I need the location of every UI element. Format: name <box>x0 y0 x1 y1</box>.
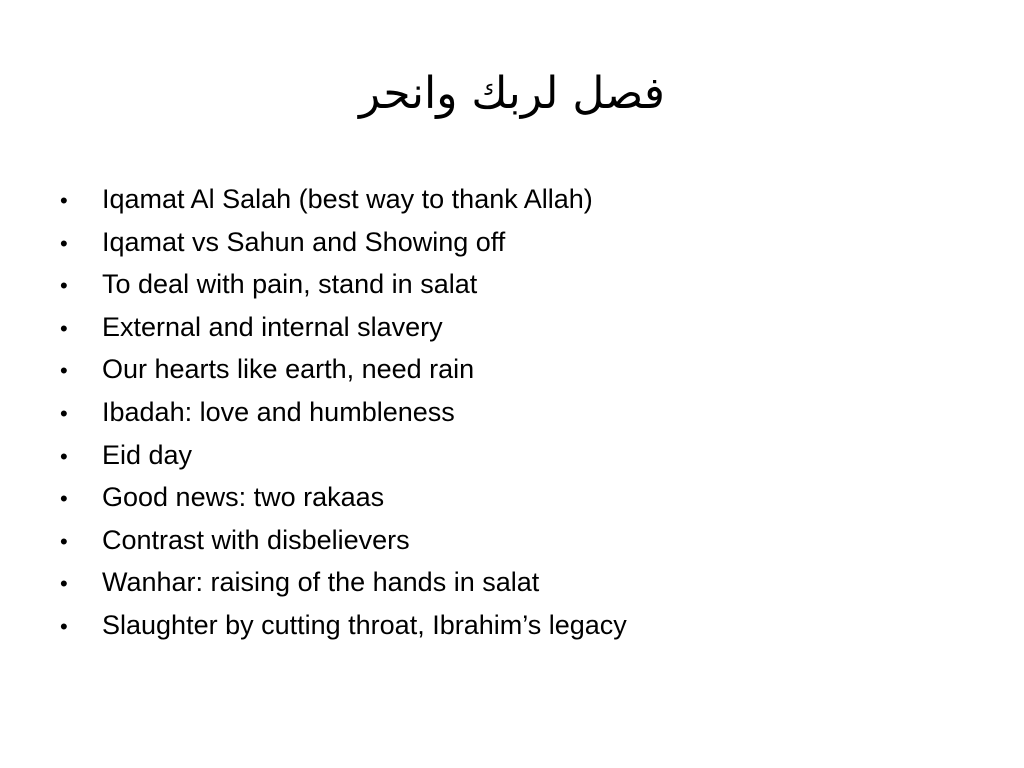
bullet-text: Ibadah: love and humbleness <box>102 396 455 427</box>
bullet-text: To deal with pain, stand in salat <box>102 269 478 300</box>
bullet-icon: • <box>60 358 68 384</box>
bullet-item-2 <box>58 221 978 264</box>
bullet-item-6 <box>58 391 978 434</box>
bullet-icon: • <box>60 188 68 213</box>
bullet-text: Our hearts like earth, need rain <box>102 354 475 385</box>
bullet-text: Contrast with disbelievers <box>102 524 410 555</box>
bullet-item-10 <box>58 561 978 604</box>
bullet-item-4 <box>58 306 978 349</box>
bullet-item-7 <box>58 434 978 477</box>
bullet-icon: • <box>60 273 68 299</box>
bullet-text: Good news: two rakaas <box>102 482 385 513</box>
bullet-item-5 <box>58 348 978 391</box>
bullet-icon: • <box>60 528 68 554</box>
bullet-icon: • <box>60 230 68 256</box>
bullet-text: Iqamat Al Salah (best way to thank Allah) <box>102 184 593 214</box>
bullet-text: External and internal slavery <box>102 311 443 342</box>
bullet-icon: • <box>60 571 68 597</box>
bullet-icon: • <box>60 486 68 512</box>
bullet-item-3 <box>58 263 978 306</box>
bullet-icon: • <box>60 443 68 469</box>
bullet-item-9 <box>58 519 978 562</box>
bullet-item-11 <box>58 604 978 647</box>
bullet-icon: • <box>60 315 68 341</box>
bullet-item-8 <box>58 476 978 519</box>
bullet-list <box>58 178 978 647</box>
bullet-icon: • <box>60 613 68 639</box>
bullet-text: Iqamat vs Sahun and Showing off <box>102 226 506 257</box>
bullet-text: Wanhar: raising of the hands in salat <box>102 567 540 598</box>
bullet-item-1 <box>58 178 978 221</box>
slide-title: فصل لربك وانحر <box>359 68 665 119</box>
bullet-icon: • <box>60 400 68 426</box>
bullet-text: Eid day <box>102 439 193 470</box>
bullet-text: Slaughter by cutting throat, Ibrahim’s legacy <box>102 609 627 640</box>
